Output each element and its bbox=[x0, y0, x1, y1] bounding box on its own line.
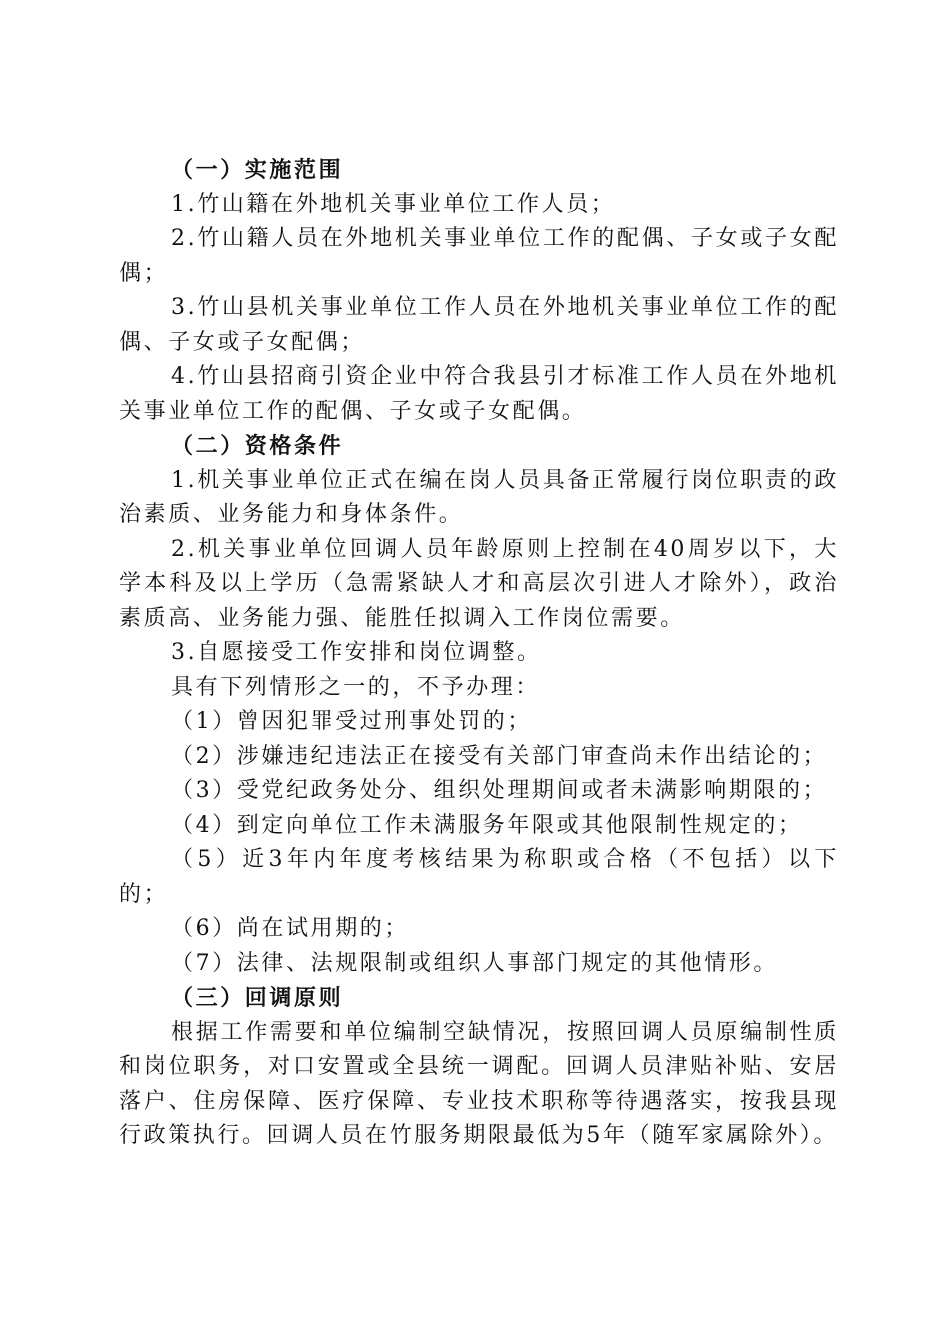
exclusion-item-6: （6）尚在试用期的； bbox=[171, 916, 409, 941]
section-heading-scope: （一）实施范围 bbox=[171, 157, 344, 183]
section-heading-principles: （三）回调原则 bbox=[171, 985, 344, 1011]
exclusion-item-3: （3）受党纪政务处分、组织处理期间或者未满影响期限的； bbox=[171, 778, 828, 803]
exclusion-item-2: （2）涉嫌违纪违法正在接受有关部门审查尚未作出结论的； bbox=[171, 743, 828, 769]
document-body bbox=[119, 153, 839, 1154]
exclusion-item-1: （1）曾因犯罪受过刑事处罚的； bbox=[171, 709, 532, 734]
scope-item-3: 3.竹山县机关事业单位工作人员在外地机关事业单位工作的配偶、子女或子女配偶； bbox=[119, 295, 839, 355]
exclusion-item-5: （5）近3年内年度考核结果为称职或合格（不包括）以下的； bbox=[119, 847, 839, 907]
qualification-item-1: 1.机关事业单位正式在编在岗人员具备正常履行岗位职责的政治素质、业务能力和身体条件。 bbox=[119, 467, 839, 527]
exclusion-intro: 具有下列情形之一的，不予办理： bbox=[171, 674, 541, 700]
scope-item-2: 2.竹山籍人员在外地机关事业单位工作的配偶、子女或子女配偶； bbox=[119, 226, 839, 286]
principles-paragraph: 根据工作需要和单位编制空缺情况，按照回调人员原编制性质和岗位职务，对口安置或全县统一调配。回调人员津贴补贴、安居落户、住房保障、医疗保障、专业技术职称等待遇落实，按我县现行政策执行。回调人员在竹服务期限最低为5年（随军家属除外）。 bbox=[119, 1019, 839, 1148]
scope-item-1: 1.竹山籍在外地机关事业单位工作人员； bbox=[171, 191, 616, 217]
scope-item-4: 4.竹山县招商引资企业中符合我县引才标准工作人员在外地机关事业单位工作的配偶、子女或子女配偶。 bbox=[119, 364, 839, 424]
qualification-item-2: 2.机关事业单位回调人员年龄原则上控制在40周岁以下，大学本科及以上学历（急需紧缺人才和高层次引进人才除外），政治素质高、业务能力强、能胜任拟调入工作岗位需要。 bbox=[119, 536, 839, 631]
exclusion-item-4: （4）到定向单位工作未满服务年限或其他限制性规定的； bbox=[171, 812, 803, 838]
section-heading-qualifications: （二）资格条件 bbox=[171, 433, 344, 459]
exclusion-item-7: （7）法律、法规限制或组织人事部门规定的其他情形。 bbox=[171, 950, 778, 976]
qualification-item-3: 3.自愿接受工作安排和岗位调整。 bbox=[171, 640, 542, 665]
